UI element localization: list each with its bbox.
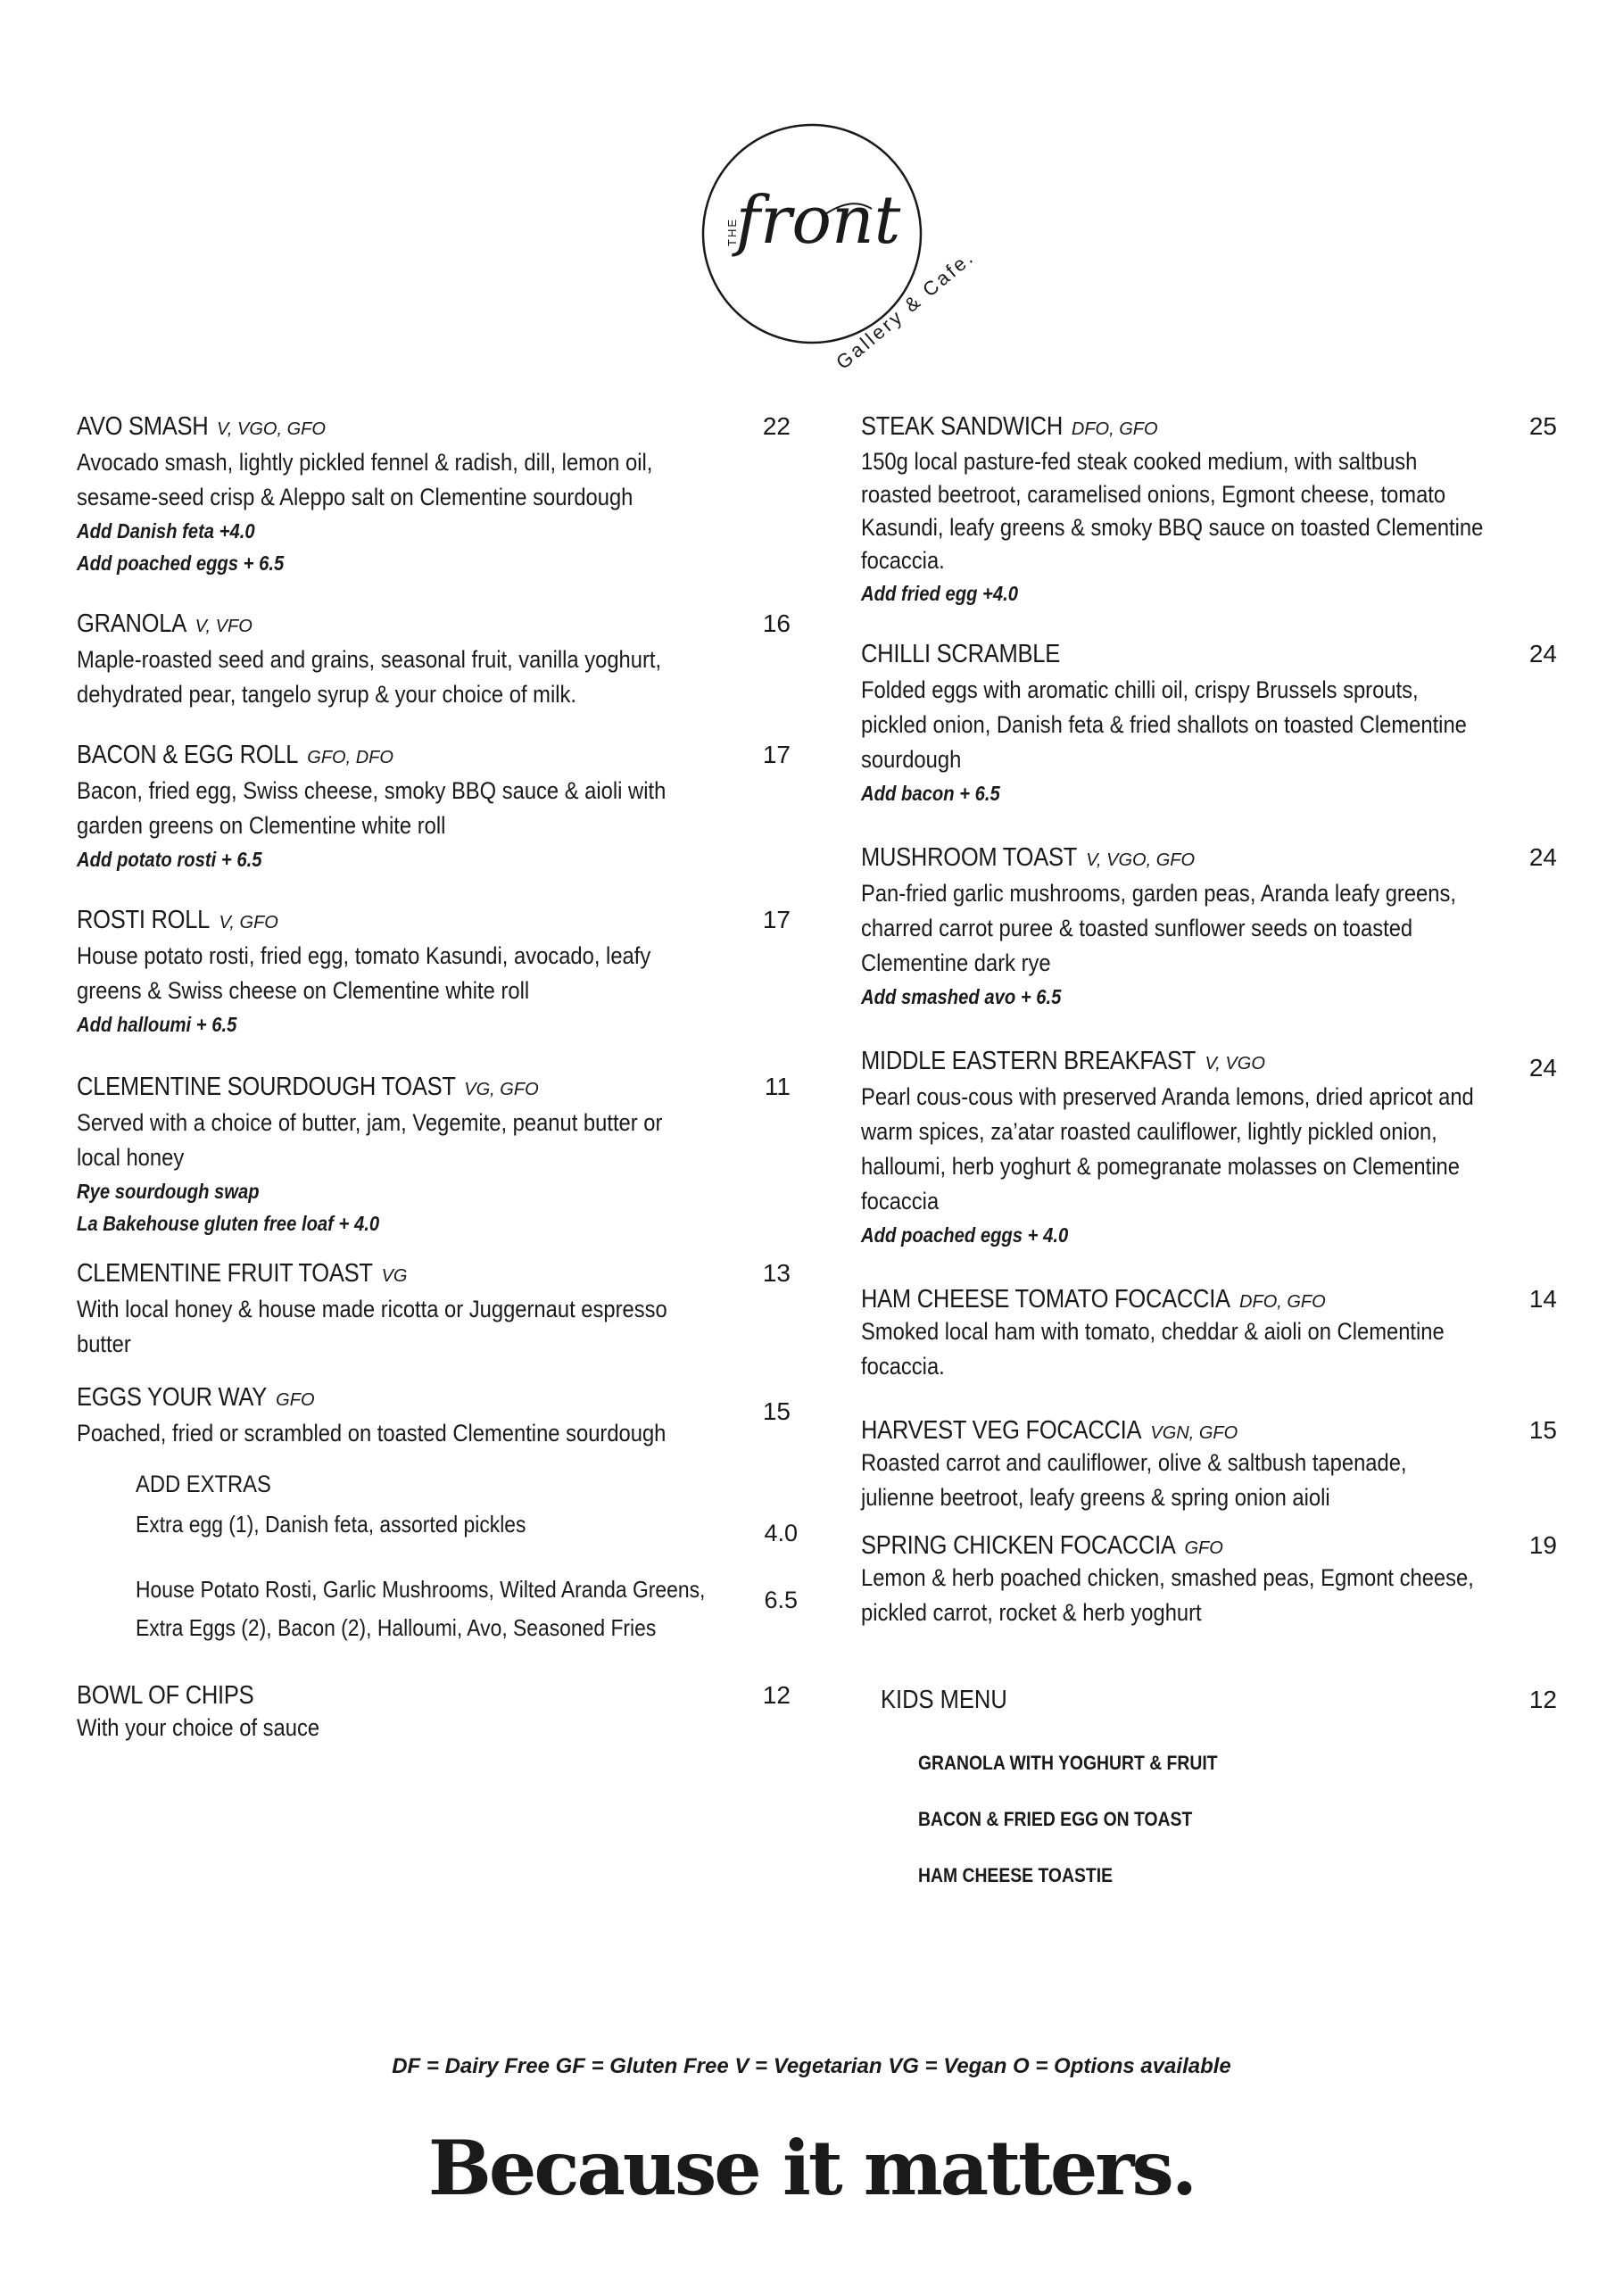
item-addon: Add poached eggs + 4.0 <box>861 1223 1069 1247</box>
item-tags: VG, GFO <box>464 1080 539 1099</box>
item-desc: Pearl cous-cous with preserved Aranda lemons, dried apricot and warm spices, za’atar roasted cauliflower, lightly pickled onion, halloumi, herb yoghurt & pomegranate molasses on Clementine focaccia <box>861 1083 1474 1214</box>
item-price: 17 <box>762 741 791 768</box>
item-addon: Add smashed avo + 6.5 <box>861 985 1062 1008</box>
item-desc: Maple-roasted seed and grains, seasonal fruit, vanilla yoghurt, dehydrated pear, tangelo syrup & your choice of milk. <box>77 646 662 708</box>
item-addon: Rye sourdough swap <box>77 1180 260 1203</box>
logo-the: THE <box>725 218 739 246</box>
cafe-logo <box>691 116 995 384</box>
item-price: 16 <box>762 609 791 637</box>
item-price: 17 <box>762 906 791 933</box>
item-tags: VGN, GFO <box>1150 1423 1238 1443</box>
item-price: 24 <box>1528 843 1557 871</box>
item-price: 14 <box>1528 1285 1557 1313</box>
item-desc: Roasted carrot and cauliflower, olive & saltbush tapenade, julienne beetroot, leafy greens & spring onion aioli <box>861 1449 1407 1511</box>
item-name: STEAK SANDWICH <box>861 412 1064 441</box>
item-tags: V, VGO <box>1205 1054 1265 1073</box>
item-tags: V, VFO <box>195 617 253 636</box>
item-name: GRANOLA <box>77 609 186 638</box>
item-price: 22 <box>762 412 791 440</box>
item-tags: V, VGO, GFO <box>1086 850 1196 870</box>
kids-menu <box>861 1686 1557 1903</box>
kids-item: GRANOLA WITH YOGHURT & FRUIT <box>918 1752 1218 1774</box>
menu-item-granola <box>77 609 791 712</box>
menu-item-spring-chicken-focaccia <box>861 1531 1557 1630</box>
item-name: SPRING CHICKEN FOCACCIA <box>861 1531 1176 1560</box>
item-price: 15 <box>762 1397 791 1425</box>
item-name: MIDDLE EASTERN BREAKFAST <box>861 1047 1197 1075</box>
item-price: 12 <box>762 1681 791 1709</box>
item-desc: With local honey & house made ricotta or Juggernaut espresso butter <box>77 1296 667 1357</box>
item-tags: DFO, GFO <box>1071 419 1158 439</box>
item-desc: Smoked local ham with tomato, cheddar & aioli on Clementine focaccia. <box>861 1318 1445 1380</box>
left-column <box>77 412 798 1745</box>
menu-item-chilli-scramble <box>861 640 1557 809</box>
menu-item-avo-smash <box>77 412 791 579</box>
menu-item-middle-eastern-breakfast <box>861 1047 1557 1251</box>
menu-item-bowl-of-chips <box>77 1681 791 1745</box>
tagline: Because it matters. <box>427 2124 1196 2212</box>
extras-line: House Potato Rosti, Garlic Mushrooms, Wilted Aranda Greens, Extra Eggs (2), Bacon (2), Halloumi, Avo, Seasoned Fries 6.5 <box>136 1576 798 1641</box>
item-name: HAM CHEESE TOMATO FOCACCIA <box>861 1285 1230 1314</box>
item-desc: Folded eggs with aromatic chilli oil, crispy Brussels sprouts, pickled onion, Danish feta & fried shallots on toasted Clementine sourdough <box>861 676 1467 773</box>
item-tags: V, VGO, GFO <box>217 419 326 439</box>
kids-item: HAM CHEESE TOASTIE <box>918 1864 1114 1886</box>
menu-item-eggs-your-way <box>77 1383 798 1647</box>
item-tags: V, GFO <box>219 913 278 932</box>
add-extras <box>136 1471 798 1647</box>
item-price: 19 <box>1528 1531 1557 1559</box>
item-name: CLEMENTINE FRUIT TOAST <box>77 1259 373 1288</box>
item-desc: House potato rosti, fried egg, tomato Kasundi, avocado, leafy greens & Swiss cheese on Clementine white roll <box>77 942 651 1004</box>
item-addon: Add bacon + 6.5 <box>861 782 1000 805</box>
item-tags: GFO, DFO <box>307 748 393 767</box>
logo-sub: Gallery & Cafe. <box>832 245 979 374</box>
item-addon: Add potato rosti + 6.5 <box>77 848 262 871</box>
item-desc: Poached, fried or scrambled on toasted Clementine sourdough <box>77 1420 667 1446</box>
right-column <box>861 412 1557 1903</box>
kids-item: BACON & FRIED EGG ON TOAST <box>918 1808 1193 1830</box>
item-price: 24 <box>1528 640 1557 667</box>
item-name: EGGS YOUR WAY <box>77 1383 268 1412</box>
item-price: 24 <box>1528 1054 1557 1082</box>
item-tags: DFO, GFO <box>1239 1292 1326 1312</box>
item-desc: With your choice of sauce <box>77 1714 320 1741</box>
item-tags: VG <box>381 1266 408 1286</box>
item-name: AVO SMASH <box>77 412 209 441</box>
menu-item-rosti-roll <box>77 906 791 1040</box>
kids-menu-list <box>918 1735 1557 1903</box>
menu-item-mushroom-toast <box>861 843 1557 1013</box>
item-addon: Add fried egg +4.0 <box>861 582 1019 605</box>
item-name: HARVEST VEG FOCACCIA <box>861 1416 1142 1445</box>
item-addon: La Bakehouse gluten free loaf + 4.0 <box>77 1212 380 1235</box>
item-desc: Bacon, fried egg, Swiss cheese, smoky BBQ sauce & aioli with garden greens on Clementine white roll <box>77 777 667 839</box>
item-name: ROSTI ROLL <box>77 906 211 934</box>
item-addon: Add Danish feta +4.0 <box>77 519 255 543</box>
extras-price: 4.0 <box>764 1520 798 1546</box>
menu-item-ham-cheese-focaccia <box>861 1285 1557 1384</box>
dietary-legend: DF = Dairy Free GF = Gluten Free V = Vegetarian VG = Vegan O = Options available <box>392 2054 1231 2078</box>
menu-item-sourdough-toast <box>77 1073 791 1239</box>
menu-item-fruit-toast <box>77 1259 791 1362</box>
item-name: BACON & EGG ROLL <box>77 741 299 769</box>
item-desc: Served with a choice of butter, jam, Vegemite, peanut butter or local honey <box>77 1109 663 1171</box>
extras-line: Extra egg (1), Danish feta, assorted pickles 4.0 <box>136 1505 791 1544</box>
item-tags: GFO <box>276 1390 315 1410</box>
item-addon: Add poached eggs + 6.5 <box>77 551 285 575</box>
item-name: CLEMENTINE SOURDOUGH TOAST <box>77 1073 456 1101</box>
item-desc: 150g local pasture-fed steak cooked medium, with saltbush roasted beetroot, caramelised onions, Egmont cheese, tomato Kasundi, leafy greens & smoky BBQ sauce on toasted Clementine focaccia. <box>861 448 1484 574</box>
logo-name: front <box>735 182 901 259</box>
menu-item-bacon-egg-roll <box>77 741 791 875</box>
item-desc: Avocado smash, lightly pickled fennel & radish, dill, lemon oil, sesame-seed crisp & Aleppo salt on Clementine sourdough <box>77 449 653 510</box>
item-price: 13 <box>762 1259 791 1287</box>
kids-menu-title: KIDS MENU <box>881 1686 1007 1714</box>
item-desc: Pan-fried garlic mushrooms, garden peas, Aranda leafy greens, charred carrot puree & toasted sunflower seeds on toasted Clementine dark rye <box>861 880 1456 976</box>
item-price: 15 <box>1528 1416 1557 1444</box>
item-price: 11 <box>764 1073 791 1100</box>
item-name: MUSHROOM TOAST <box>861 843 1078 872</box>
extras-title: ADD EXTRAS <box>136 1471 271 1497</box>
item-name: CHILLI SCRAMBLE <box>861 640 1060 668</box>
menu-item-harvest-veg-focaccia <box>861 1416 1557 1515</box>
item-tags: GFO <box>1184 1538 1223 1558</box>
item-name: BOWL OF CHIPS <box>77 1681 254 1710</box>
item-addon: Add halloumi + 6.5 <box>77 1013 237 1036</box>
item-price: 25 <box>1528 412 1557 440</box>
menu-item-steak-sandwich <box>861 412 1557 609</box>
item-desc: Lemon & herb poached chicken, smashed peas, Egmont cheese, pickled carrot, rocket & herb yoghurt <box>861 1564 1474 1626</box>
kids-menu-price: 12 <box>1528 1686 1557 1713</box>
extras-price: 6.5 <box>764 1587 798 1613</box>
